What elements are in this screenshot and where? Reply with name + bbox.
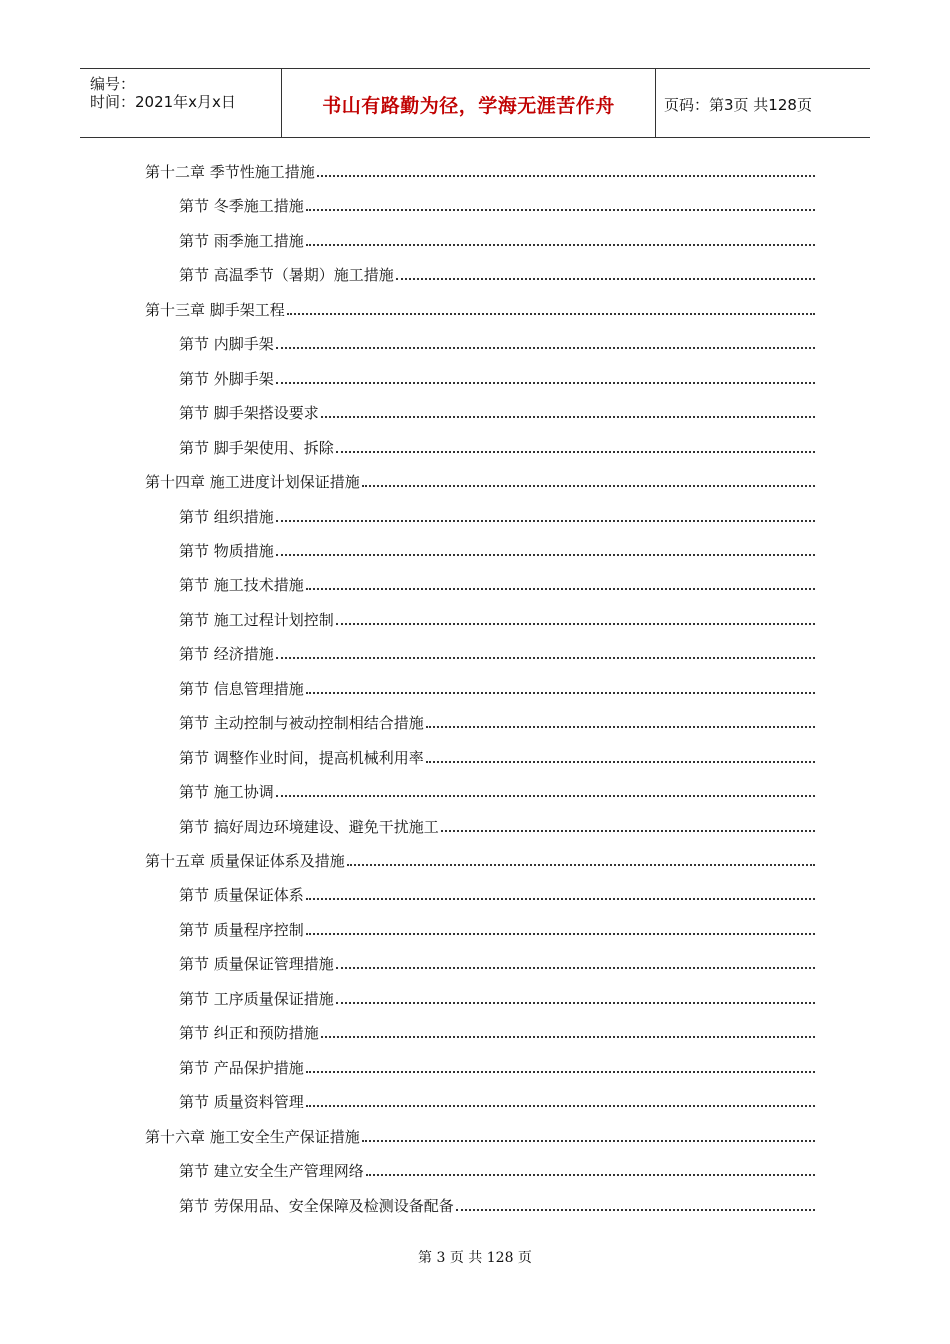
toc-entry-title: 第十六章 施工安全生产保证措施 [145,1128,360,1146]
toc-chapter-entry [145,298,817,320]
page-header [80,68,870,138]
toc-dot-leader [306,588,815,590]
toc-entry-title: 第节 内脚手架 [179,335,274,353]
toc-dot-leader [276,347,815,349]
document-number-label: 编号： [90,75,136,93]
page-footer: 第 3 页 共 128 页 [418,1250,532,1266]
toc-entry-title: 第节 信息管理措施 [179,680,304,698]
toc-section-entry [179,746,817,768]
toc-entry-title: 第节 高温季节（暑期）施工措施 [179,266,394,284]
toc-entry-title: 第十二章 季节性施工措施 [145,163,315,181]
toc-section-entry [179,1056,817,1078]
toc-entry-title: 第节 质量程序控制 [179,921,304,939]
header-meta-cell [80,69,281,137]
header-motto: 书山有路勤为径，学海无涯苦作舟 [322,95,615,117]
toc-entry-title: 第节 主动控制与被动控制相结合措施 [179,714,424,732]
toc-section-entry [179,883,817,905]
toc-section-entry [179,573,817,595]
toc-section-entry [179,263,817,285]
toc-entry-title: 第节 搞好周边环境建设、避免干扰施工 [179,818,439,836]
toc-dot-leader [276,795,815,797]
toc-dot-leader [276,554,815,556]
toc-section-entry [179,194,817,216]
toc-entry-title: 第节 物质措施 [179,542,274,560]
toc-entry-title: 第节 冬季施工措施 [179,197,304,215]
toc-entry-title: 第节 组织措施 [179,508,274,526]
toc-dot-leader [306,898,815,900]
toc-dot-leader [426,726,815,728]
toc-section-entry [179,1090,817,1112]
header-page-cell [655,69,870,137]
toc-entry-title: 第节 经济措施 [179,645,274,663]
toc-dot-leader [362,485,815,487]
toc-section-entry [179,608,817,630]
toc-dot-leader [366,1174,815,1176]
toc-chapter-entry [145,470,817,492]
toc-entry-title: 第节 脚手架使用、拆除 [179,439,334,457]
toc-dot-leader [336,623,815,625]
toc-entry-title: 第节 质量保证体系 [179,886,304,904]
toc-dot-leader [306,209,815,211]
toc-dot-leader [362,1140,815,1142]
toc-section-entry [179,1194,817,1216]
toc-dot-leader [287,313,815,315]
toc-chapter-entry [145,849,817,871]
toc-section-entry [179,677,817,699]
toc-entry-title: 第节 施工协调 [179,783,274,801]
toc-entry-title: 第节 脚手架搭设要求 [179,404,319,422]
toc-section-entry [179,780,817,802]
header-motto-cell [281,69,656,137]
toc-section-entry [179,815,817,837]
toc-entry-title: 第十五章 质量保证体系及措施 [145,852,345,870]
toc-section-entry [179,401,817,423]
toc-entry-title: 第节 劳保用品、安全保障及检测设备配备 [179,1197,454,1215]
toc-dot-leader [276,657,815,659]
toc-section-entry [179,367,817,389]
toc-dot-leader [347,864,815,866]
toc-dot-leader [306,244,815,246]
header-page-number: 页码：第3页 共128页 [664,96,812,114]
toc-dot-leader [321,1036,815,1038]
toc-entry-title: 第节 调整作业时间，提高机械利用率 [179,749,424,767]
toc-entry-title: 第节 施工过程计划控制 [179,611,334,629]
toc-dot-leader [306,692,815,694]
toc-entry-title: 第十四章 施工进度计划保证措施 [145,473,360,491]
toc-dot-leader [276,382,815,384]
toc-section-entry [179,436,817,458]
toc-section-entry [179,539,817,561]
toc-dot-leader [306,933,815,935]
toc-section-entry [179,1021,817,1043]
toc-section-entry [179,332,817,354]
toc-dot-leader [396,278,815,280]
toc-section-entry [179,505,817,527]
toc-entry-title: 第十三章 脚手架工程 [145,301,285,319]
toc-entry-title: 第节 施工技术措施 [179,576,304,594]
toc-entry-title: 第节 外脚手架 [179,370,274,388]
toc-section-entry [179,952,817,974]
toc-dot-leader [317,175,815,177]
toc-section-entry [179,1159,817,1181]
toc-section-entry [179,229,817,251]
toc-section-entry [179,711,817,733]
toc-dot-leader [426,761,815,763]
toc-dot-leader [336,1002,815,1004]
toc-entry-title: 第节 质量资料管理 [179,1093,304,1111]
toc-dot-leader [321,416,815,418]
toc-dot-leader [441,830,815,832]
toc-dot-leader [306,1071,815,1073]
toc-dot-leader [456,1209,815,1211]
toc-dot-leader [276,520,815,522]
toc-section-entry [179,642,817,664]
toc-chapter-entry [145,1125,817,1147]
toc-entry-title: 第节 产品保护措施 [179,1059,304,1077]
toc-section-entry [179,918,817,940]
toc-chapter-entry [145,160,817,182]
toc-entry-title: 第节 工序质量保证措施 [179,990,334,1008]
toc-entry-title: 第节 质量保证管理措施 [179,955,334,973]
toc-dot-leader [336,967,815,969]
toc-entry-title: 第节 纠正和预防措施 [179,1024,319,1042]
toc-entry-title: 第节 建立安全生产管理网络 [179,1162,364,1180]
toc-dot-leader [306,1105,815,1107]
document-time-label: 时间：2021年x月x日 [90,93,236,111]
toc-dot-leader [336,451,815,453]
toc-section-entry [179,987,817,1009]
toc-entry-title: 第节 雨季施工措施 [179,232,304,250]
